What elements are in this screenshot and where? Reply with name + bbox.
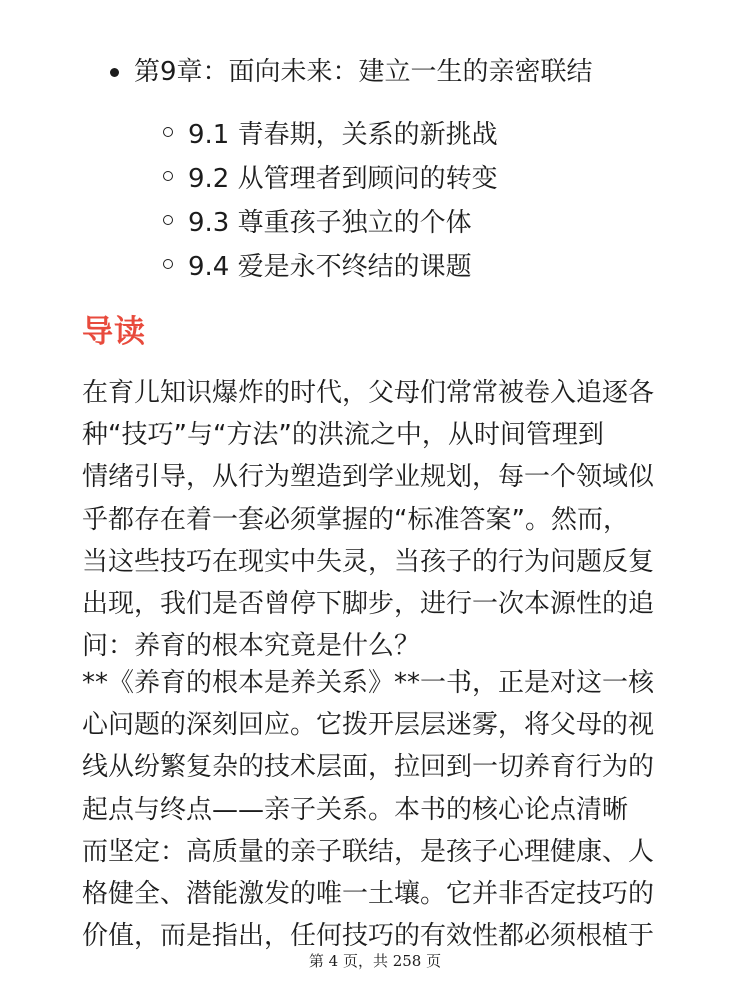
text-line: 种“技巧”与“方法”的洪流之中，从时间管理到 [82, 420, 604, 451]
section-heading: 导读 [82, 314, 146, 350]
text-line: 问：养育的根本究竟是什么？ [82, 631, 421, 662]
intro-paragraph-1 [82, 372, 672, 667]
text-line: 在育儿知识爆炸的时代，父母们常常被卷入追逐各 [82, 378, 655, 408]
toc-section-label: 9.4 爱是永不终结的课题 [188, 251, 472, 282]
toc-section-item [163, 154, 498, 198]
toc-section-item [163, 110, 498, 154]
text-line: 价值，而是指出，任何技巧的有效性都必须根植于 [82, 921, 655, 952]
bullet-circle-icon [163, 215, 173, 225]
text-line: 心问题的深刻回应。它拨开层层迷雾，将父母的视 [82, 710, 655, 741]
text-line: 当这些技巧在现实中失灵，当孩子的行为问题反复 [82, 546, 655, 577]
toc-section-label: 9.2 从管理者到顾问的转变 [188, 163, 498, 194]
bullet-circle-icon [163, 171, 173, 181]
text-line: 格健全、潜能激发的唯一土壤。它并非否定技巧的 [82, 878, 655, 909]
bullet-circle-icon [163, 259, 173, 269]
toc-section-label: 9.1 青春期，关系的新挑战 [188, 119, 498, 150]
intro-paragraph-2 [82, 662, 672, 957]
text-line: 乎都存在着一套必须掌握的“标准答案”。然而， [82, 504, 629, 535]
text-line: 线从纷繁复杂的技术层面，拉回到一切养育行为的 [82, 752, 655, 783]
toc-section-list [163, 110, 498, 286]
text-line: 出现，我们是否曾停下脚步，进行一次本源性的追 [82, 588, 655, 619]
text-line: 而坚定：高质量的亲子联结，是孩子心理健康、人 [82, 836, 655, 867]
toc-section-item [163, 242, 498, 286]
page-number-footer: 第 4 页，共 258 页 [308, 952, 442, 970]
text-line: **《养育的根本是养关系》**一书，正是对这一核 [82, 668, 655, 698]
bullet-circle-icon [163, 127, 173, 137]
toc-section-item [163, 198, 498, 242]
toc-chapter-label: 第9章：面向未来：建立一生的亲密联结 [134, 57, 593, 87]
text-line: 情绪引导，从行为塑造到学业规划，每一个领域似 [82, 462, 655, 493]
toc-chapter-item [110, 53, 593, 91]
bullet-disc-icon [110, 68, 119, 77]
text-line: 起点与终点——亲子关系。本书的核心论点清晰 [82, 794, 629, 825]
toc-section-label: 9.3 尊重孩子独立的个体 [188, 207, 472, 238]
